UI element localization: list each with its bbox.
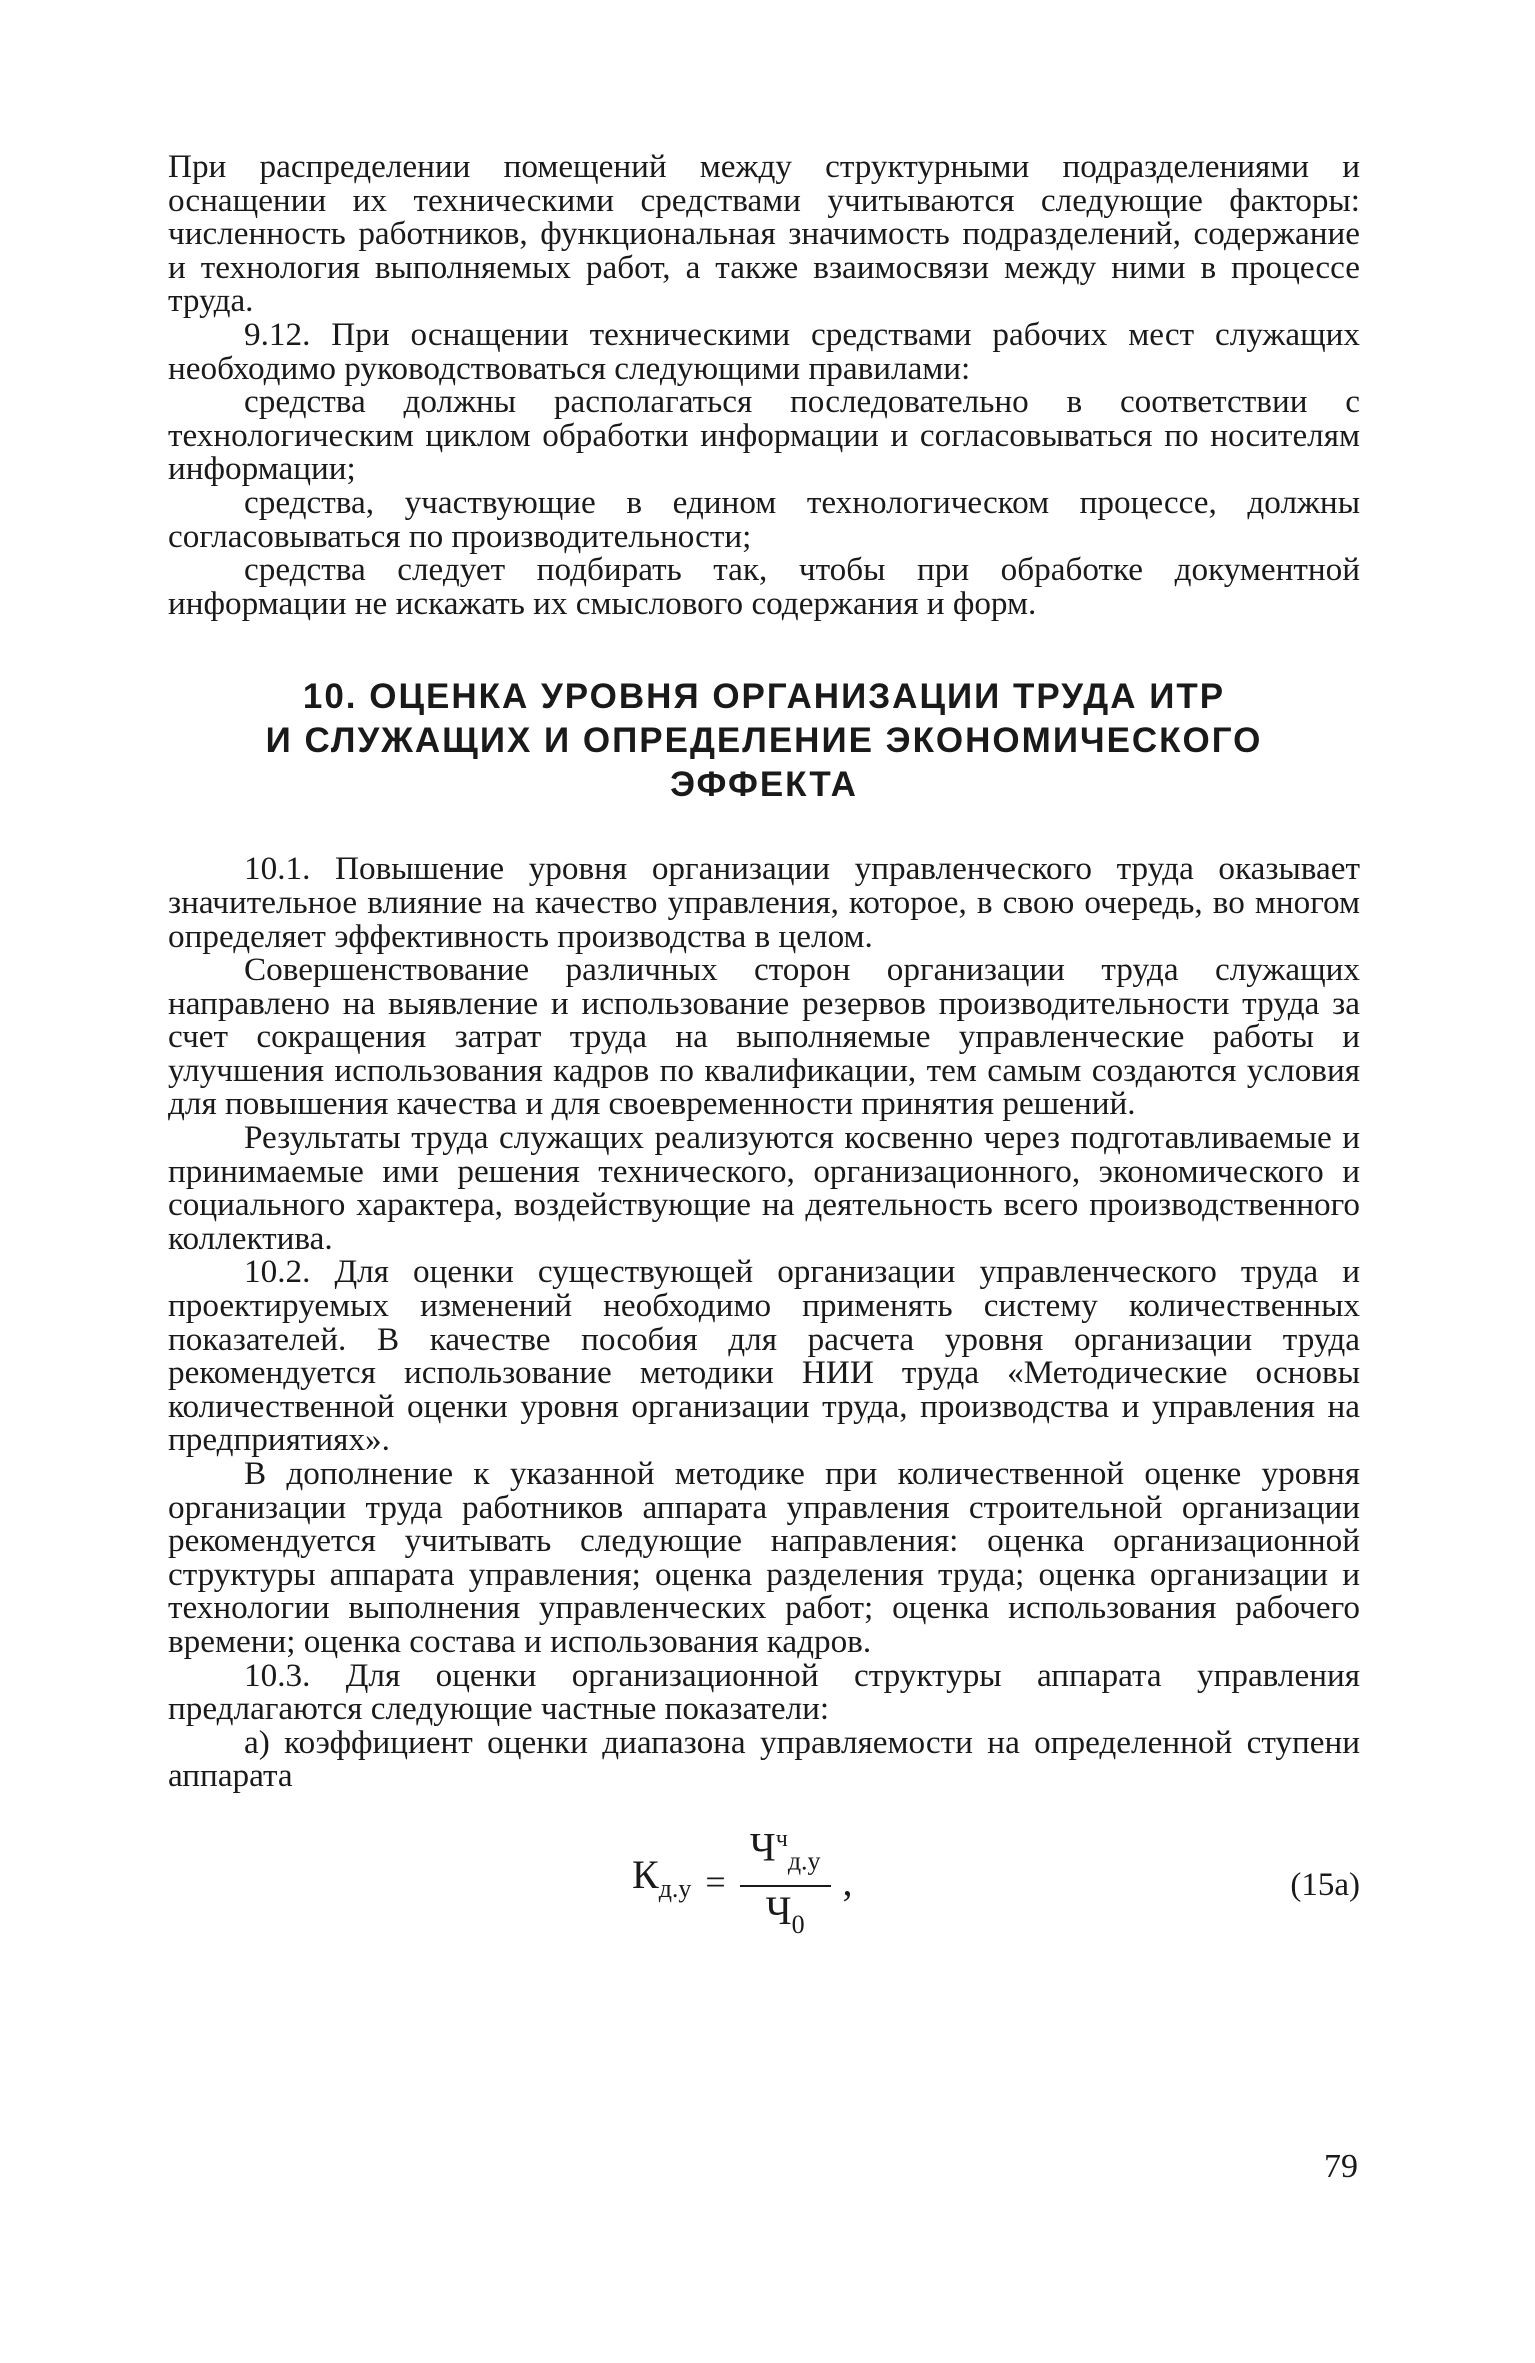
section-heading-line: И СЛУЖАЩИХ И ОПРЕДЕЛЕНИЕ ЭКОНОМИЧЕСКОГО — [265, 721, 1263, 761]
formula-denominator-subscript: 0 — [791, 1910, 805, 1940]
paragraph: 10.3. Для оценки организационной структуры аппарата управления предлагаются следующие частные показатели: — [168, 1656, 1360, 1728]
formula-operator: = — [705, 1862, 726, 1903]
paragraph: 10.1. Повышение уровня организации управленческого труда оказывает значительное влияние на качество управления, которое, в свою очередь, во многом определяет эффективность производства в целом. — [168, 850, 1360, 955]
section-heading-line: 10. ОЦЕНКА УРОВНЯ ОРГАНИЗАЦИИ ТРУДА ИТР — [302, 677, 1226, 717]
paragraph: Совершенствование различных сторон организации труда служащих направлено на выявление и использование резервов производительности труда за счет сокращения затрат труда на выполняемые управленческие работы и улучшения использования кадров по квалификации, тем самым создаются условия для повышения качества и для своевременности принятия решений. — [168, 951, 1360, 1123]
formula-denominator-symbol: Ч — [765, 1888, 792, 1934]
formula-denominator — [740, 1887, 831, 1945]
formula-fraction — [740, 1819, 831, 1945]
formula-lhs-symbol: К — [632, 1852, 659, 1898]
paragraph: 9.12. При оснащении техническими средствами рабочих мест служащих необходимо руководствоваться следующими правилами: — [168, 315, 1360, 387]
paragraph: Результаты труда служащих реализуются косвенно через подготавливаемые и принимаемые ими решения технического, организационного, экономического и социального характера, воздействующие на деятельность всего производственного коллектива. — [168, 1119, 1360, 1257]
formula-row — [168, 1803, 1360, 1948]
formula-lhs — [632, 1852, 692, 1909]
formula — [632, 1819, 853, 1945]
section-heading-line: ЭФФЕКТА — [670, 765, 858, 805]
formula-numerator-subscript: д.у — [787, 1846, 821, 1876]
paragraph: средства должны располагаться последовательно в соответствии с технологическим циклом обработки информации и согласовываться по носителям информации; — [168, 383, 1360, 488]
section-heading — [168, 675, 1360, 807]
formula-numerator-symbol: Ч — [749, 1824, 776, 1870]
paragraph: В дополнение к указанной методике при количественной оценке уровня организации труда работников аппарата управления строительной организации рекомендуется учитывать следующие направления: оценка организационной структуры аппарата управления; оценка разделения труда; оценка организации и технологии выполнения управленческих работ; оценка использования рабочего времени; оценка состава и использования кадров. — [168, 1455, 1360, 1660]
formula-trailing-comma: , — [842, 1859, 853, 1905]
formula-numerator — [740, 1819, 831, 1887]
formula-numerator-superscript: ч — [775, 1825, 788, 1852]
equation-number: (15а) — [1290, 1866, 1360, 1903]
formula-lhs-subscript: д.у — [658, 1874, 692, 1904]
paragraph: а) коэффициент оценки диапазона управляемости на определенной ступени аппарата — [168, 1723, 1360, 1795]
page-number: 79 — [1324, 2148, 1358, 2185]
paragraph: При распределении помещений между структурными подразделениями и оснащении их техническими средствами учитываются следующие факторы: численность работников, функциональная значимость подразделений, содержание и технология выполняемых работ, а также взаимосвязи между ними в процессе труда. — [168, 148, 1360, 320]
page-body — [168, 150, 1360, 1948]
paragraph: средства, участвующие в едином технологическом процессе, должны согласовываться по производительности; — [168, 483, 1360, 555]
paragraph: средства следует подбирать так, чтобы при обработке документной информации не искажать их смыслового содержания и форм. — [168, 551, 1360, 622]
paragraph: 10.2. Для оценки существующей организации управленческого труда и проектируемых изменений необходимо применять систему количественных показателей. В качестве пособия для расчета уровня организации труда рекомендуется использование методики НИИ труда «Методические основы количественной оценки уровня организации труда, производства и управления на предприятиях». — [168, 1253, 1360, 1459]
